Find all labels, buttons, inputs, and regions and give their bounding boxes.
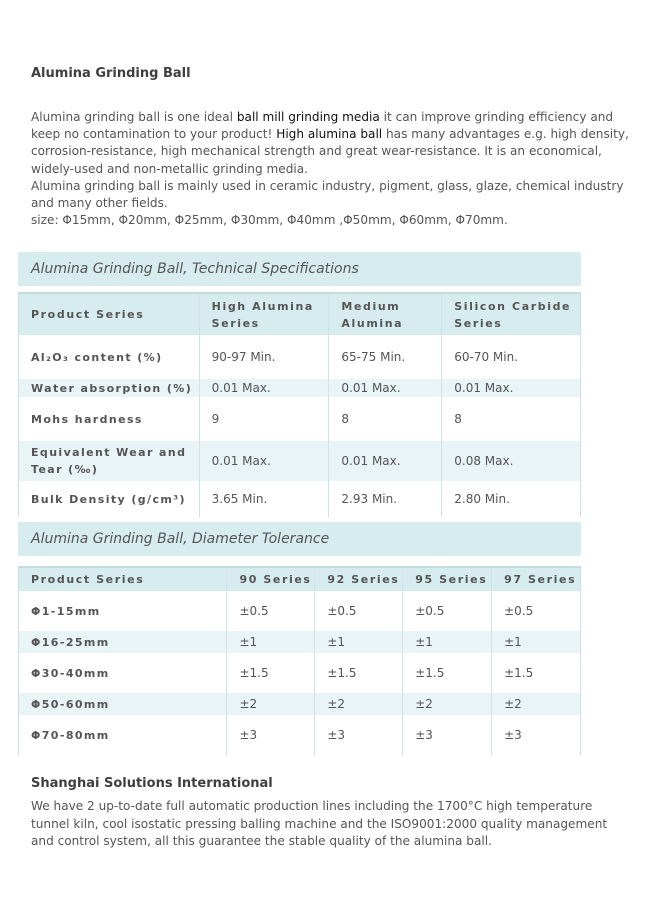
- table-cell: ±0.5: [492, 591, 581, 631]
- intro-text-3: has many advantages e.g. high density, corrosion-resistance, high mechanical strength and great wear-resistance. It is an economical, widely-used and non-metallic grinding media.: [31, 127, 629, 176]
- tolerance-header-cell: 97 Series: [492, 567, 581, 591]
- row-label: Φ30-40mm: [31, 666, 110, 680]
- table-cell: 0.01 Max.: [199, 379, 329, 397]
- table-cell: ±0.5: [315, 591, 403, 631]
- spec-header-cell: High Alumina Series: [199, 293, 329, 335]
- table-cell: 8: [329, 397, 442, 441]
- table-cell: 90-97 Min.: [199, 335, 329, 379]
- table-row: [19, 441, 581, 481]
- table-cell: 0.01 Max.: [329, 379, 442, 397]
- table-row: [19, 481, 581, 517]
- table-cell: ±0.5: [227, 591, 315, 631]
- table-row: [19, 653, 581, 693]
- table-cell: ±2: [227, 693, 315, 715]
- row-label: Mohs hardness: [31, 412, 143, 426]
- spec-header-cell: Medium Alumina: [329, 293, 442, 335]
- table-cell: ±2: [315, 693, 403, 715]
- table-cell: ±2: [403, 693, 492, 715]
- table-cell: 60-70 Min.: [442, 335, 581, 379]
- intro-text-1: Alumina grinding ball is one ideal: [31, 110, 237, 124]
- row-label: Φ1-15mm: [31, 604, 101, 618]
- table-cell: 0.08 Max.: [442, 441, 581, 481]
- table-row: [19, 693, 581, 715]
- table-cell: 2.80 Min.: [442, 481, 581, 517]
- table-cell: ±3: [403, 715, 492, 755]
- intro-section: [31, 109, 631, 229]
- table-cell: 65-75 Min.: [329, 335, 442, 379]
- spec-table-heading: Alumina Grinding Ball, Technical Specifications: [18, 252, 581, 286]
- table-cell: ±1.5: [227, 653, 315, 693]
- row-label: Bulk Density (g/cm³): [31, 492, 186, 506]
- row-label: Φ70-80mm: [31, 728, 110, 742]
- table-cell: 0.01 Max.: [329, 441, 442, 481]
- ball-mill-grinding-media-link[interactable]: ball mill grinding media: [236, 110, 380, 124]
- table-cell: ±3: [315, 715, 403, 755]
- row-label: Equivalent Wear and Tear (‰): [19, 441, 200, 481]
- tolerance-header-cell: 90 Series: [227, 567, 315, 591]
- row-label: Φ50-60mm: [19, 693, 227, 715]
- table-cell: ±3: [492, 715, 581, 755]
- table-cell: ±2: [492, 693, 581, 715]
- company-description: We have 2 up-to-date full automatic production lines including the 1700°C high temperature tunnel kiln, cool isostatic pressing balling machine and the ISO9001:2000 quality management and control system, all this guarantee the stable quality of the alumina ball.: [31, 799, 608, 848]
- table-cell: ±0.5: [403, 591, 492, 631]
- size-line: size: Φ15mm, Φ20mm, Φ25mm, Φ30mm, Φ40mm ,Φ50mm, Φ60mm, Φ70mm.: [31, 213, 508, 228]
- tolerance-header-cell: 92 Series: [315, 567, 403, 591]
- table-cell: 3.65 Min.: [199, 481, 329, 517]
- table-cell: ±1: [403, 631, 492, 653]
- spec-header-cell: Silicon Carbide Series: [442, 293, 581, 335]
- table-row: [19, 631, 581, 653]
- tolerance-table-heading: Alumina Grinding Ball, Diameter Tolerance: [18, 522, 581, 556]
- spec-table: [18, 292, 581, 517]
- company-name: Shanghai Solutions International: [31, 776, 273, 791]
- intro-paragraph: [31, 109, 631, 178]
- spec-header-cell: Product Series: [19, 293, 200, 335]
- table-cell: ±1: [315, 631, 403, 653]
- spec-header-row: [19, 293, 581, 335]
- table-row: [19, 715, 581, 755]
- row-label: Φ16-25mm: [19, 631, 227, 653]
- table-cell: ±1.5: [492, 653, 581, 693]
- table-row: [19, 379, 581, 397]
- table-cell: ±1: [492, 631, 581, 653]
- row-label: Al₂O₃ content (%): [31, 350, 163, 364]
- table-cell: 0.01 Max.: [442, 379, 581, 397]
- table-cell: ±1.5: [315, 653, 403, 693]
- high-alumina-ball-link[interactable]: High alumina ball: [276, 127, 383, 142]
- table-cell: ±1: [227, 631, 315, 653]
- table-cell: 9: [199, 397, 329, 441]
- table-cell: 0.01 Max.: [199, 441, 329, 481]
- table-cell: ±1.5: [403, 653, 492, 693]
- table-row: [19, 335, 581, 379]
- tolerance-table: [18, 566, 581, 755]
- table-cell: 2.93 Min.: [329, 481, 442, 517]
- table-cell: 8: [442, 397, 581, 441]
- tolerance-header-cell: 95 Series: [403, 567, 492, 591]
- tolerance-header-row: [19, 567, 581, 591]
- table-row: [19, 397, 581, 441]
- intro-text-2: it can improve grinding efficiency and keep no contamination to your product!: [31, 110, 614, 142]
- usage-paragraph: Alumina grinding ball is mainly used in ceramic industry, pigment, glass, glaze, chemical industry and many other fields.: [31, 178, 624, 211]
- table-row: [19, 591, 581, 631]
- row-label: Water absorption (%): [19, 379, 200, 397]
- tolerance-header-cell: Product Series: [19, 567, 227, 591]
- page-title: Alumina Grinding Ball: [31, 66, 191, 81]
- table-cell: ±3: [227, 715, 315, 755]
